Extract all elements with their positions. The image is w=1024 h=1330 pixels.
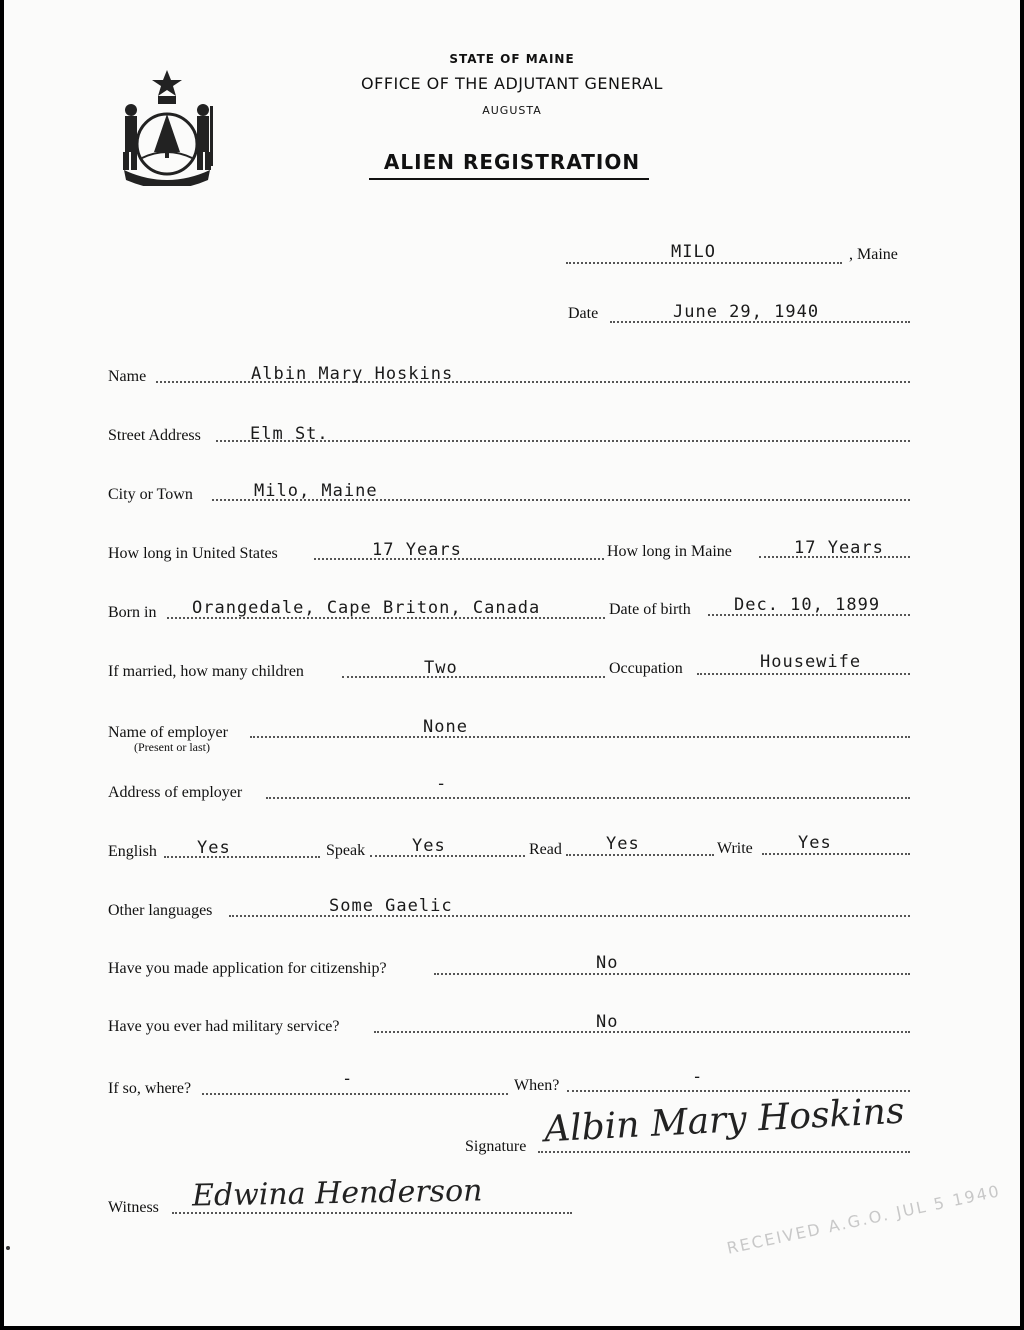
citizenship-line — [434, 973, 910, 975]
name-value: Albin Mary Hoskins — [251, 364, 454, 384]
signature-label: Signature — [465, 1138, 527, 1155]
employer-sublabel: (Present or last) — [134, 740, 210, 754]
other-languages-value: Some Gaelic — [329, 896, 453, 916]
received-stamp: RECEIVED A.G.O. JUL 5 1940 — [725, 1181, 1003, 1258]
where-label: If so, where? — [108, 1080, 192, 1097]
children-line — [342, 676, 605, 678]
write-line — [762, 853, 910, 855]
signature-line — [538, 1151, 910, 1153]
street-value: Elm St. — [250, 424, 329, 444]
speak-value: Yes — [412, 836, 446, 856]
name-label: Name — [108, 368, 147, 385]
english-value: Yes — [197, 838, 231, 858]
born-value: Orangedale, Cape Briton, Canada — [192, 598, 541, 618]
speak-line — [370, 855, 525, 857]
date-value: June 29, 1940 — [673, 302, 820, 322]
town-value: MILO — [671, 242, 716, 262]
title-underline — [369, 178, 649, 180]
street-label: Street Address — [108, 427, 201, 444]
us-years-label: How long in United States — [108, 545, 278, 562]
me-years-value: 17 Years — [794, 538, 884, 558]
town-suffix: , Maine — [849, 246, 898, 263]
date-label: Date — [568, 305, 599, 322]
registration-form — [4, 0, 1020, 1326]
citizenship-value: No — [596, 953, 619, 973]
signature-value: Albin Mary Hoskins — [543, 1090, 906, 1151]
born-label: Born in — [108, 604, 157, 621]
military-value: No — [596, 1012, 619, 1032]
citizenship-label: Have you made application for citizenship? — [108, 960, 387, 977]
paper-speck — [6, 1246, 10, 1250]
dob-label: Date of birth — [609, 601, 691, 618]
me-years-label: How long in Maine — [607, 543, 732, 560]
other-languages-label: Other languages — [108, 902, 213, 919]
when-value: - — [692, 1067, 704, 1087]
occupation-value: Housewife — [760, 652, 862, 672]
read-line — [566, 854, 714, 856]
employer-label: Name of employer — [108, 724, 228, 741]
employer-address-value: - — [436, 774, 448, 794]
english-line — [164, 856, 320, 858]
speak-label: Speak — [326, 842, 366, 859]
read-label: Read — [529, 841, 562, 858]
header-office: OFFICE OF THE ADJUTANT GENERAL — [361, 74, 663, 93]
city-value: Milo, Maine — [254, 481, 378, 501]
read-value: Yes — [606, 834, 640, 854]
military-line — [374, 1031, 910, 1033]
when-label: When? — [514, 1077, 560, 1094]
where-line — [202, 1093, 508, 1095]
witness-label: Witness — [108, 1199, 159, 1216]
header-state: STATE OF MAINE — [449, 52, 575, 66]
write-value: Yes — [798, 833, 832, 853]
children-label: If married, how many children — [108, 663, 304, 680]
write-label: Write — [717, 840, 753, 857]
employer-line — [250, 736, 910, 738]
when-line — [567, 1090, 910, 1092]
us-years-value: 17 Years — [372, 540, 462, 560]
town-line — [566, 262, 842, 264]
city-label: City or Town — [108, 486, 193, 503]
employer-address-label: Address of employer — [108, 784, 243, 801]
military-label: Have you ever had military service? — [108, 1018, 340, 1035]
employer-value: None — [423, 717, 468, 737]
header-city: AUGUSTA — [482, 104, 542, 117]
occupation-label: Occupation — [609, 660, 683, 677]
witness-value: Edwina Henderson — [191, 1173, 483, 1214]
occupation-line — [697, 673, 910, 675]
where-value: - — [342, 1069, 354, 1089]
children-value: Two — [424, 658, 458, 678]
english-label: English — [108, 843, 157, 860]
employer-address-line — [266, 797, 910, 799]
dob-value: Dec. 10, 1899 — [734, 595, 881, 615]
form-title: ALIEN REGISTRATION — [383, 150, 641, 174]
